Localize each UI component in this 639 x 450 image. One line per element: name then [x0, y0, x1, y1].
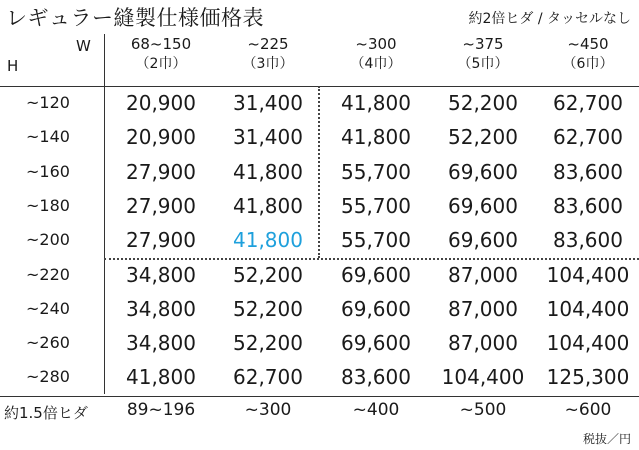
price-cell: 69,600: [448, 228, 518, 253]
price-cell: 87,000: [448, 262, 518, 287]
column-header: [535, 34, 639, 74]
price-cell: 27,900: [126, 228, 196, 253]
price-cell: 27,900: [126, 159, 196, 184]
pleat-subtitle: 約2倍ヒダ / タッセルなし: [468, 11, 631, 27]
footer-width-range: ~300: [244, 400, 292, 420]
column-width-range: ~450: [567, 35, 609, 53]
corner-height-label: H: [7, 57, 19, 75]
column-panel-count: （4巾）: [350, 56, 402, 72]
price-cell: 34,800: [126, 331, 196, 356]
column-panel-count: （3巾）: [242, 56, 294, 72]
header-divider: [104, 34, 105, 394]
footer-width-range: 89~196: [126, 400, 196, 420]
price-cell: 104,400: [546, 331, 630, 356]
price-cell: 41,800: [233, 228, 303, 253]
column-width-range: ~300: [355, 35, 397, 53]
price-cell: 41,800: [233, 159, 303, 184]
row-height-label: ~260: [26, 333, 70, 353]
column-width-range: 68~150: [130, 35, 192, 53]
price-cell: 83,600: [553, 193, 623, 218]
price-cell: 104,400: [546, 262, 630, 287]
price-cell: 69,600: [341, 331, 411, 356]
price-cell: 69,600: [341, 262, 411, 287]
price-cell: 83,600: [553, 228, 623, 253]
row-height-label: ~280: [26, 367, 70, 387]
price-cell: 125,300: [546, 365, 630, 390]
footer-pleat-label: 約1.5倍ヒダ: [4, 404, 88, 422]
price-cell: 83,600: [341, 365, 411, 390]
footer-width-range: ~600: [564, 400, 612, 420]
column-panel-count: （2巾）: [135, 56, 187, 72]
price-cell: 55,700: [341, 228, 411, 253]
price-cell: 41,800: [233, 193, 303, 218]
footer-width-range: ~400: [352, 400, 400, 420]
column-width-range: ~375: [462, 35, 504, 53]
column-header: [430, 34, 536, 74]
footer-width-range: ~500: [459, 400, 507, 420]
price-cell: 55,700: [341, 193, 411, 218]
price-cell: 52,200: [233, 296, 303, 321]
price-cell: 87,000: [448, 331, 518, 356]
price-cell: 69,600: [448, 159, 518, 184]
price-cell: 52,200: [448, 91, 518, 115]
price-cell: 62,700: [233, 365, 303, 390]
column-panel-count: （6巾）: [562, 56, 614, 72]
row-height-label: ~160: [26, 161, 70, 181]
price-cell: 27,900: [126, 193, 196, 218]
row-height-label: ~140: [26, 127, 70, 147]
row-height-label: ~120: [26, 93, 70, 112]
row-height-label: ~180: [26, 195, 70, 215]
column-panel-count: （5巾）: [457, 56, 509, 72]
column-header: [108, 34, 214, 74]
price-cell: 83,600: [553, 159, 623, 184]
column-header: [215, 34, 321, 74]
price-cell: 69,600: [448, 193, 518, 218]
price-cell: 31,400: [233, 91, 303, 115]
price-cell: 20,900: [126, 91, 196, 115]
footer-rule: [0, 396, 639, 397]
row-height-label: ~240: [26, 298, 70, 318]
corner-width-label: W: [76, 37, 91, 55]
price-table-title: レギュラー縫製仕様価格表: [6, 6, 264, 30]
price-cell: 20,900: [126, 125, 196, 150]
price-cell: 41,800: [126, 365, 196, 390]
price-cell: 87,000: [448, 296, 518, 321]
column-width-range: ~225: [247, 35, 289, 53]
price-cell: 62,700: [553, 125, 623, 150]
row-height-label: ~200: [26, 230, 70, 250]
price-cell: 55,700: [341, 159, 411, 184]
price-cell: 34,800: [126, 262, 196, 287]
column-header: [323, 34, 429, 74]
price-cell: 104,400: [441, 365, 525, 390]
price-cell: 52,200: [233, 262, 303, 287]
price-cell: 34,800: [126, 296, 196, 321]
price-cell: 62,700: [553, 91, 623, 115]
price-cell: 41,800: [341, 125, 411, 150]
price-cell: 69,600: [341, 296, 411, 321]
row-height-label: ~220: [26, 264, 70, 284]
price-cell: 104,400: [546, 296, 630, 321]
tax-note: 税抜／円: [582, 432, 631, 446]
price-cell: 52,200: [233, 331, 303, 356]
price-cell: 52,200: [448, 125, 518, 150]
price-cell: 41,800: [341, 91, 411, 115]
price-cell: 31,400: [233, 125, 303, 150]
